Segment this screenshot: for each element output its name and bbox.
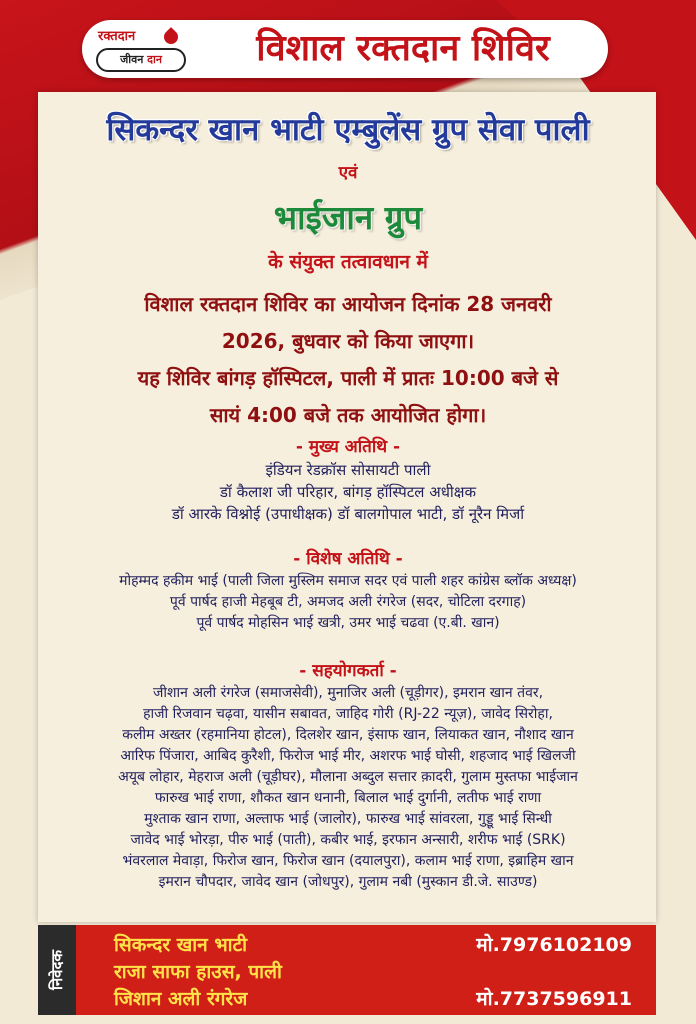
list-item: पूर्व पार्षद मोहसिन भाई खत्री, उमर भाई चढवा (ए.बी. खान) [196,615,500,631]
list-item: जीशान अली रंगरेज (समाजसेवी), मुनाजिर अली (चूड़ीगर), इमरान खान तंवर, [152,685,544,701]
contact-row-2-name: राजा साफा हाउस, पाली [114,961,282,983]
contact-row-1-phone: मो.7976102109 [476,934,632,956]
list-item: जावेद भाई भोरड़ा, पीरु भाई (पाती), कबीर भाई, इरफान अन्सारी, शरीफ भाई (SRK) [130,832,566,848]
list-item: इंडियन रेडक्रॉस सोसायटी पाली [265,461,431,479]
announcement-line: विशाल रक्तदान शिविर का आयोजन दिनांक 28 जनवरी [144,292,552,316]
organizer-conjunction: एवं [338,163,358,183]
list-item: इमरान चौपदार, जावेद खान (जोधपुर), गुलाम नबी (मुस्कान डी.जे. साउण्ड) [158,874,538,890]
supporters-list [0,683,696,893]
blood-drop-icon [161,27,181,47]
logo-bottom-right: दान [147,53,162,66]
list-item: आरिफ पिंजारा, आबिद कुरैशी, फिरोज भाई मीर, अशरफ भाई घोसी, शहजाद भाई खिलजी [120,748,576,764]
announcement-line: 2026, बुधवार को किया जाएगा। [221,329,475,353]
chief-guests-section [0,434,696,525]
contact-row-3-name: जिशान अली रंगरेज [114,988,248,1010]
page-title: विशाल रक्तदान शिविर [256,28,550,69]
list-item: कलीम अख्तर (रहमानिया होटल), दिलशेर खान, इंसाफ खान, लियाकत खान, नौशाद खान [122,727,574,743]
list-item: डॉ कैलाश जी परिहार, बांगड़ हॉस्पिटल अधीक्षक [219,483,477,501]
contact-row-3-phone: मो.7737596911 [476,988,632,1010]
organizer-2: भाईजान ग्रुप [273,198,423,237]
footer-side-label [38,925,76,1015]
list-item: फारुख भाई राणा, शौकत खान धनानी, बिलाल भाई दुर्गानी, लतीफ भाई राणा [154,790,542,806]
blood-donation-logo [90,22,194,76]
list-item: मुश्ताक खान राणा, अल्ताफ भाई (जालोर), फारुख भाई सांवरला, गुड्डू भाई सिन्धी [144,811,552,827]
announcement-line: सायं 4:00 बजे तक आयोजित होगा। [209,403,487,427]
special-guests-list [0,571,696,634]
logo-bottom-left: जीवन [120,53,144,66]
special-guests-title: - विशेष अतिथि - [293,549,403,569]
contact-row-1-name: सिकन्दर खान भाटी [114,934,248,956]
footer-contacts [38,925,656,1015]
announcement [0,286,696,434]
list-item: पूर्व पार्षद हाजी मेहबूब टी, अमजद अली रंगरेज (सदर, चोटिला दरगाह) [169,594,527,610]
list-item: डॉ आरके विश्नोई (उपाधीक्षक) डॉ बालगोपाल भाटी, डॉ नूरैन मिर्जा [171,505,525,523]
joint-auspices-text: के संयुक्त तत्वावधान में [268,251,428,273]
chief-guests-title: - मुख्य अतिथि - [295,437,401,457]
supporters-title: - सहयोगकर्ता - [299,661,397,681]
supporters-section [0,658,696,893]
list-item: भंवरलाल मेवाड़ा, फिरोज खान, फिरोज खान (दयालपुरा), कलाम भाई राणा, इब्राहिम खान [122,853,574,869]
requester-label: निवेदक [48,949,66,991]
special-guests-section [0,546,696,634]
logo-bottom-badge [96,48,186,72]
list-item: अयूब लोहार, मेहराज अली (चूड़ीघर), मौलाना अब्दुल सत्तार क़ादरी, गुलाम मुस्तफा भाईजान [118,769,578,785]
chief-guests-list [0,459,696,525]
logo-top-text: रक्तदान [98,29,136,44]
list-item: हाजी रिजवान चढ़वा, यासीन सबावत, जाहिद गोरी (RJ-22 न्यूज़), जावेद सिरोहा, [143,706,553,722]
list-item: मोहम्मद हकीम भाई (पाली जिला मुस्लिम समाज सदर एवं पाली शहर कांग्रेस ब्लॉक अध्यक्ष) [119,573,577,589]
organizer-1: सिकन्दर खान भाटी एम्बुलेंस ग्रुप सेवा पाली [106,112,590,148]
announcement-line: यह शिविर बांगड़ हॉस्पिटल, पाली में प्रातः 10:00 बजे से [137,366,559,390]
